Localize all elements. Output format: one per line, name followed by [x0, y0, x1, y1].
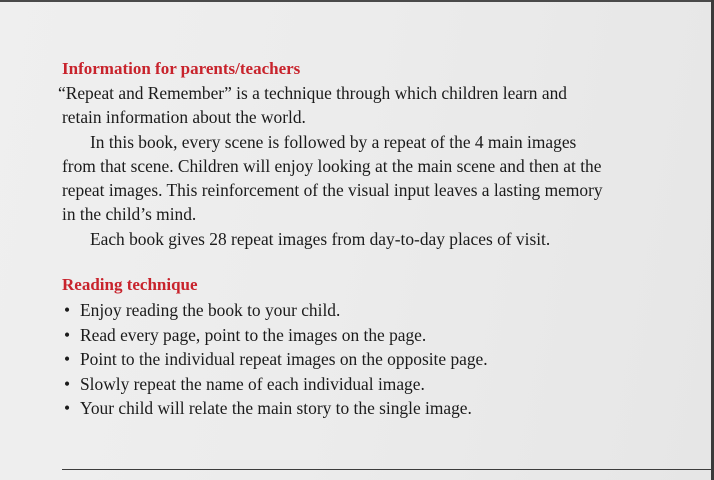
bullet-icon: •: [64, 324, 71, 345]
list-item: [62, 396, 488, 421]
bullet-icon: •: [64, 373, 71, 394]
page-top-edge: [0, 0, 714, 2]
list-item-text: Read every page, point to the images on the page.: [80, 324, 427, 345]
info-line: from that scene. Children will enjoy looking at the main scene and then at the: [62, 156, 602, 176]
list-item: [62, 347, 488, 372]
list-item: [62, 323, 488, 348]
list-item: [62, 298, 488, 323]
info-line: “Repeat and Remember” is a technique through which children learn and: [58, 83, 567, 103]
bullet-icon: •: [64, 300, 71, 320]
info-line: Each book gives 28 repeat images from day-to-day places of visit.: [90, 229, 551, 249]
info-line: In this book, every scene is followed by a repeat of the 4 main images: [90, 132, 577, 152]
list-item-text: Point to the individual repeat images on the opposite page.: [80, 349, 488, 370]
list-item-text: Slowly repeat the name of each individual image.: [80, 373, 425, 394]
list-item-text: Your child will relate the main story to the single image.: [80, 398, 472, 419]
info-line: repeat images. This reinforcement of the visual input leaves a lasting memory: [62, 180, 603, 200]
list-item: [62, 372, 488, 397]
info-line: retain information about the world.: [62, 107, 306, 127]
horizontal-rule: [62, 469, 712, 470]
info-line: in the child’s mind.: [62, 204, 197, 224]
list-item-text: Enjoy reading the book to your child.: [80, 300, 341, 320]
reading-heading: Reading technique: [62, 275, 198, 294]
info-heading: Information for parents/teachers: [62, 59, 301, 78]
bullet-icon: •: [64, 398, 71, 419]
reading-technique-list: [62, 298, 488, 421]
bullet-icon: •: [64, 349, 71, 370]
